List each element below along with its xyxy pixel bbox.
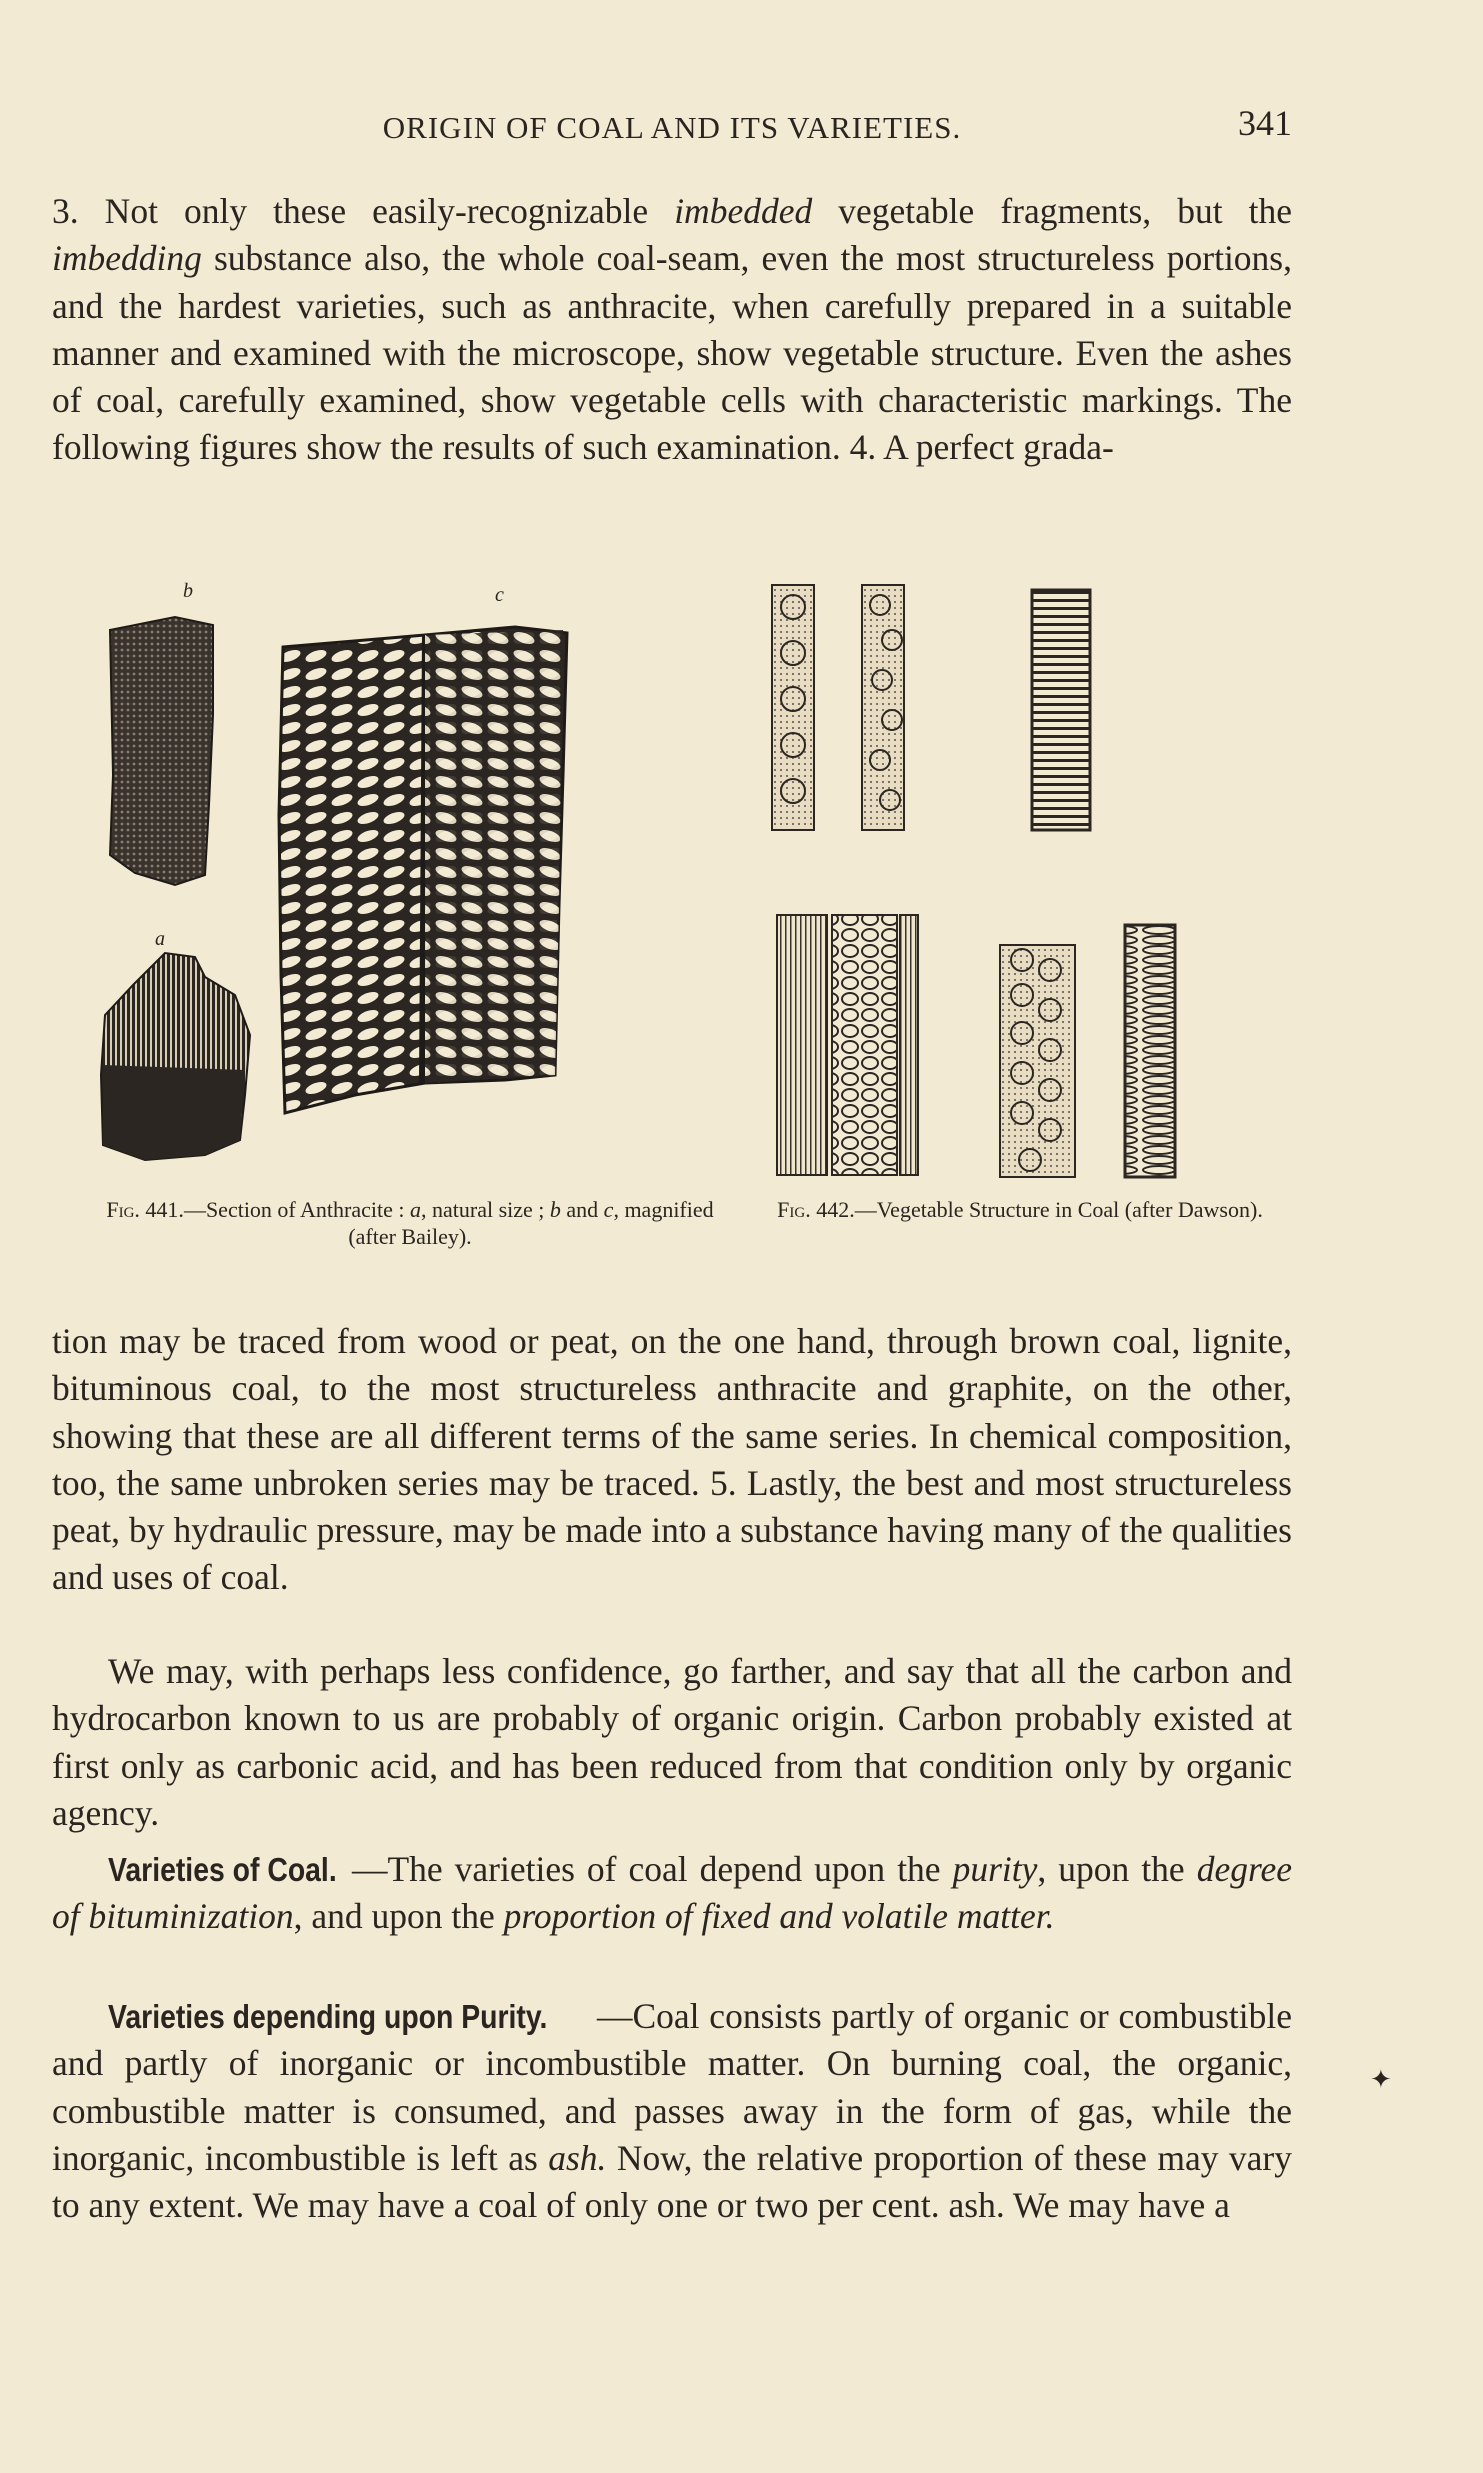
paragraph-1-text-e: substance also, the whole coal-seam, even the most structureless portions, and the hardest varieties, such as anthracite, when carefully prepared in a suitable manner and examined with the microscope, show vegetable structure. Even the ashes of coal, carefully examined, show vegetable cells with characteristic markings. The following figures show the results of such examination. 4. A perfect grada- [52, 238, 1292, 468]
figure-442-drawing [760, 575, 1280, 1195]
figure-441-drawing [95, 575, 715, 1195]
figure-441-label-a: a [155, 928, 165, 950]
paragraph-1-italic-imbedding: imbedding [52, 238, 202, 279]
figure-441-caption-label: Fig. 441. [106, 1197, 184, 1222]
margin-mark-icon: ✦ [1370, 2065, 1392, 2095]
paragraph-1-text-c: vegetable fragments, but the [812, 191, 1292, 231]
paragraph-1 [52, 188, 1292, 472]
page-header [52, 102, 1292, 152]
paragraph-5-text-c: Now, the relative proportion of these may vary to any extent. We may have a coal of only one or two per cent. ash. We may have a [52, 2137, 1292, 2226]
figure-441-caption-italic-a: a [410, 1197, 421, 1222]
paragraph-5-italic-ash: ash. [548, 2137, 607, 2178]
figure-441-caption-text-e: and [560, 1197, 604, 1222]
paragraph-2: tion may be traced from wood or peat, on the one hand, through brown coal, lignite, bituminous coal, to the most structureless anthracite and graphite, on the other, showing that these are all different terms of the same series. In chemical composition, too, the same unbroken series may be traced. 5. Lastly, the best and most structureless peat, by hydraulic pressure, may be made into a substance having many of the qualities and uses of coal. [52, 1321, 1292, 1598]
figure-441-label-b: b [183, 580, 193, 602]
paragraph-1-italic-imbedded: imbedded [674, 191, 813, 231]
paragraph-5-text-a: —Coal consists partly of organic or combustible and partly of inorganic or incombustible matter. On burning coal, the organic, combustible matter is consumed, and passes away in the form of gas, while the inorganic, incombustible is left as [52, 1996, 1292, 2178]
paragraph-5 [52, 1993, 1292, 2229]
paragraph-4-text-a: —The varieties of coal depend upon the [351, 1849, 953, 1889]
figure-441-caption-text-c: , natural size ; [421, 1197, 550, 1222]
figure-441-anthracite-illustration [95, 575, 715, 1195]
figure-441-label-c: c [495, 584, 504, 606]
section-heading-varieties-of-coal: Varieties of Coal. [108, 1851, 337, 1888]
figure-442-vegetable-structure-illustration [760, 575, 1280, 1195]
paragraph-4-italic-purity: purity [952, 1849, 1038, 1889]
figure-441-caption-text-a: —Section of Anthracite : [183, 1197, 410, 1222]
paragraph-3 [52, 1648, 1292, 1837]
figure-441-caption [95, 1196, 725, 1250]
running-title: ORIGIN OF COAL AND ITS VARIETIES. [382, 110, 962, 145]
page-number: 341 [1238, 103, 1292, 143]
paragraph-3-text: We may, with perhaps less confidence, go farther, and say that all the carbon and hydrocarbon known to us are probably of organic origin. Carbon probably existed at first only as carbonic acid, and has been reduced from that condition only by organic agency. [52, 1651, 1292, 1833]
section-heading-varieties-purity: Varieties depending upon Purity. [108, 1998, 548, 2035]
figure-441-caption-italic-c: c [603, 1197, 614, 1222]
paragraph-4-text-c: , upon the [1037, 1849, 1197, 1889]
figure-442-caption-text: —Vegetable Structure in Coal (after Dawson). [854, 1197, 1263, 1222]
figure-441-caption-italic-b: b [549, 1197, 561, 1222]
paragraph-4 [52, 1846, 1292, 1941]
figure-441-caption-text-g: , magnified (after Bailey). [348, 1197, 714, 1249]
paragraph-1-text-a: 3. Not only these easily-recognizable [52, 191, 675, 231]
paragraph-4-italic-degree: degree of bituminization [52, 1849, 1292, 1937]
paragraph-4-italic-proportion: proportion of fixed and volatile matter. [503, 1896, 1055, 1937]
figure-442-caption-label: Fig. 442. [777, 1197, 855, 1222]
paragraph-4-text-e: , and upon the [293, 1896, 504, 1937]
figure-442-caption [770, 1196, 1270, 1223]
